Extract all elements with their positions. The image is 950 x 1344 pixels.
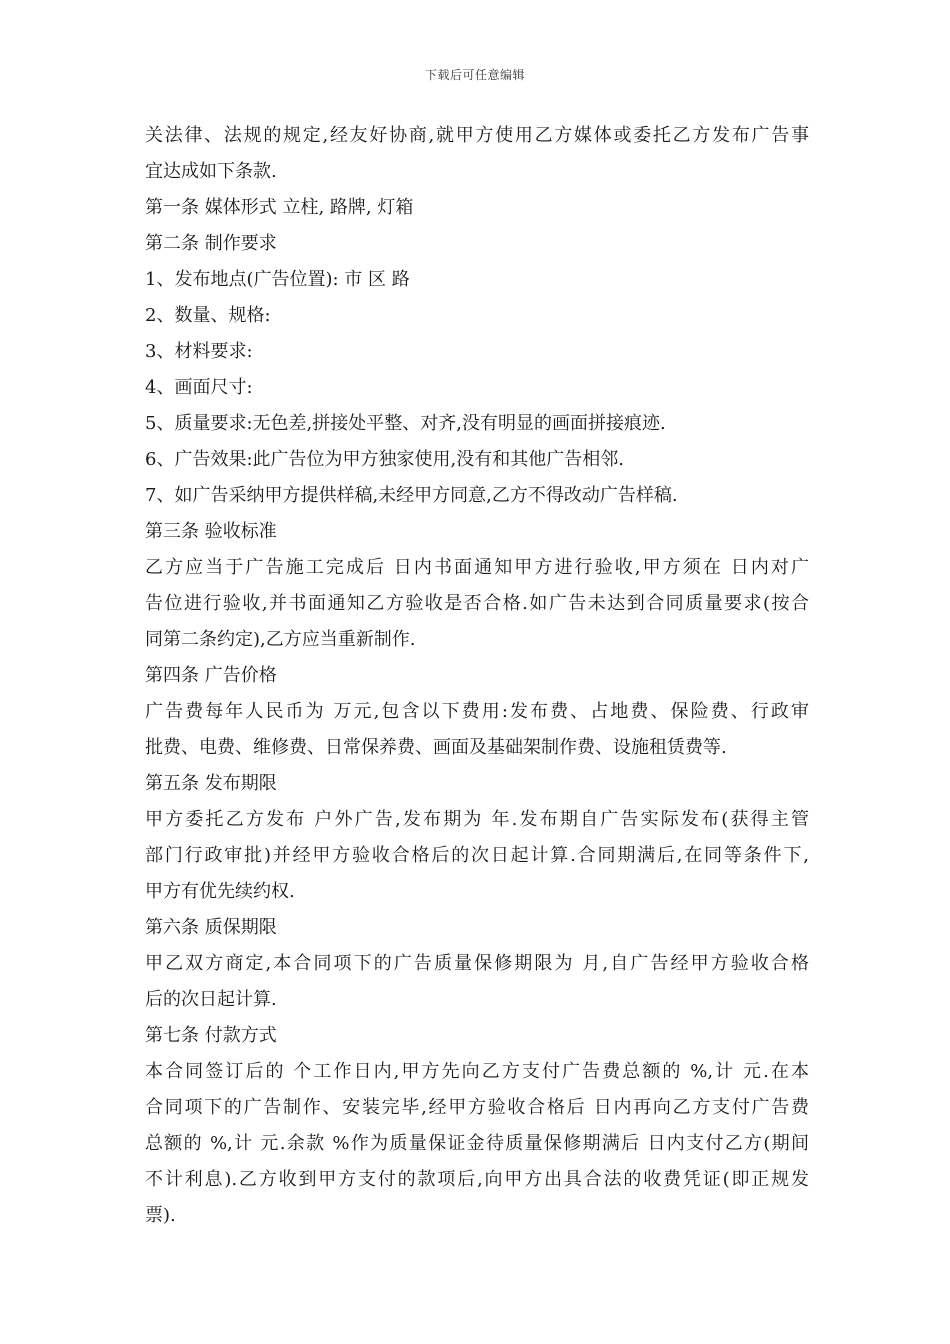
text-line: 甲乙双方商定,本合同项下的广告质量保修期限为 月,自广告经甲方验收合格 xyxy=(145,953,809,974)
text-line: 不计利息).乙方收到甲方支付的款项后,向甲方出具合法的收费凭证(即正规发 xyxy=(145,1169,809,1190)
text-line: 第七条 付款方式 xyxy=(145,1025,277,1046)
text-line: 第五条 发布期限 xyxy=(145,773,277,794)
page-header: 下载后可任意编辑 xyxy=(424,68,525,82)
text-line: 7、如广告采纳甲方提供样稿,未经甲方同意,乙方不得改动广告样稿. xyxy=(145,485,678,506)
text-line: 甲方有优先续约权. xyxy=(145,881,295,902)
text-line: 2、数量、规格: xyxy=(145,305,271,326)
text-line: 合同项下的广告制作、安装完毕,经甲方验收合格后 日内再向乙方支付广告费 xyxy=(145,1097,809,1118)
text-line: 广告费每年人民币为 万元,包含以下费用:发布费、占地费、保险费、行政审 xyxy=(145,701,809,722)
text-line: 乙方应当于广告施工完成后 日内书面通知甲方进行验收,甲方须在 日内对广 xyxy=(145,557,809,578)
text-line: 批费、电费、维修费、日常保养费、画面及基础架制作费、设施租赁费等. xyxy=(145,737,727,758)
text-line: 总额的 %,计 元.余款 %作为质量保证金待质量保修期满后 日内支付乙方(期间 xyxy=(145,1133,809,1154)
text-line: 关法律、法规的规定,经友好协商,就甲方使用乙方媒体或委托乙方发布广告事 xyxy=(145,125,809,146)
text-line: 第六条 质保期限 xyxy=(145,917,277,938)
text-line: 第三条 验收标准 xyxy=(145,521,277,542)
text-line: 宜达成如下条款. xyxy=(145,161,277,182)
text-line: 第一条 媒体形式 立柱, 路牌, 灯箱 xyxy=(145,197,414,218)
text-line: 5、质量要求:无色差,拼接处平整、对齐,没有明显的画面拼接痕迹. xyxy=(145,413,666,434)
text-line: 本合同签订后的 个工作日内,甲方先向乙方支付广告费总额的 %,计 元.在本 xyxy=(145,1061,809,1082)
text-line: 1、发布地点(广告位置): 市 区 路 xyxy=(145,269,410,290)
text-line: 后的次日起计算. xyxy=(145,989,277,1010)
text-line: 同第二条约定),乙方应当重新制作. xyxy=(145,629,416,650)
text-line: 4、画面尺寸: xyxy=(145,377,253,398)
text-line: 告位进行验收,并书面通知乙方验收是否合格.如广告未达到合同质量要求(按合 xyxy=(145,593,809,614)
text-line: 第四条 广告价格 xyxy=(145,665,277,686)
text-line: 3、材料要求: xyxy=(145,341,253,362)
text-line: 甲方委托乙方发布 户外广告,发布期为 年.发布期自广告实际发布(获得主管 xyxy=(145,809,809,830)
text-line: 6、广告效果:此广告位为甲方独家使用,没有和其他广告相邻. xyxy=(145,449,624,470)
document-body xyxy=(145,118,809,1234)
text-line: 票). xyxy=(145,1205,176,1226)
text-line: 第二条 制作要求 xyxy=(145,233,277,254)
text-line: 部门行政审批)并经甲方验收合格后的次日起计算.合同期满后,在同等条件下, xyxy=(145,845,809,866)
